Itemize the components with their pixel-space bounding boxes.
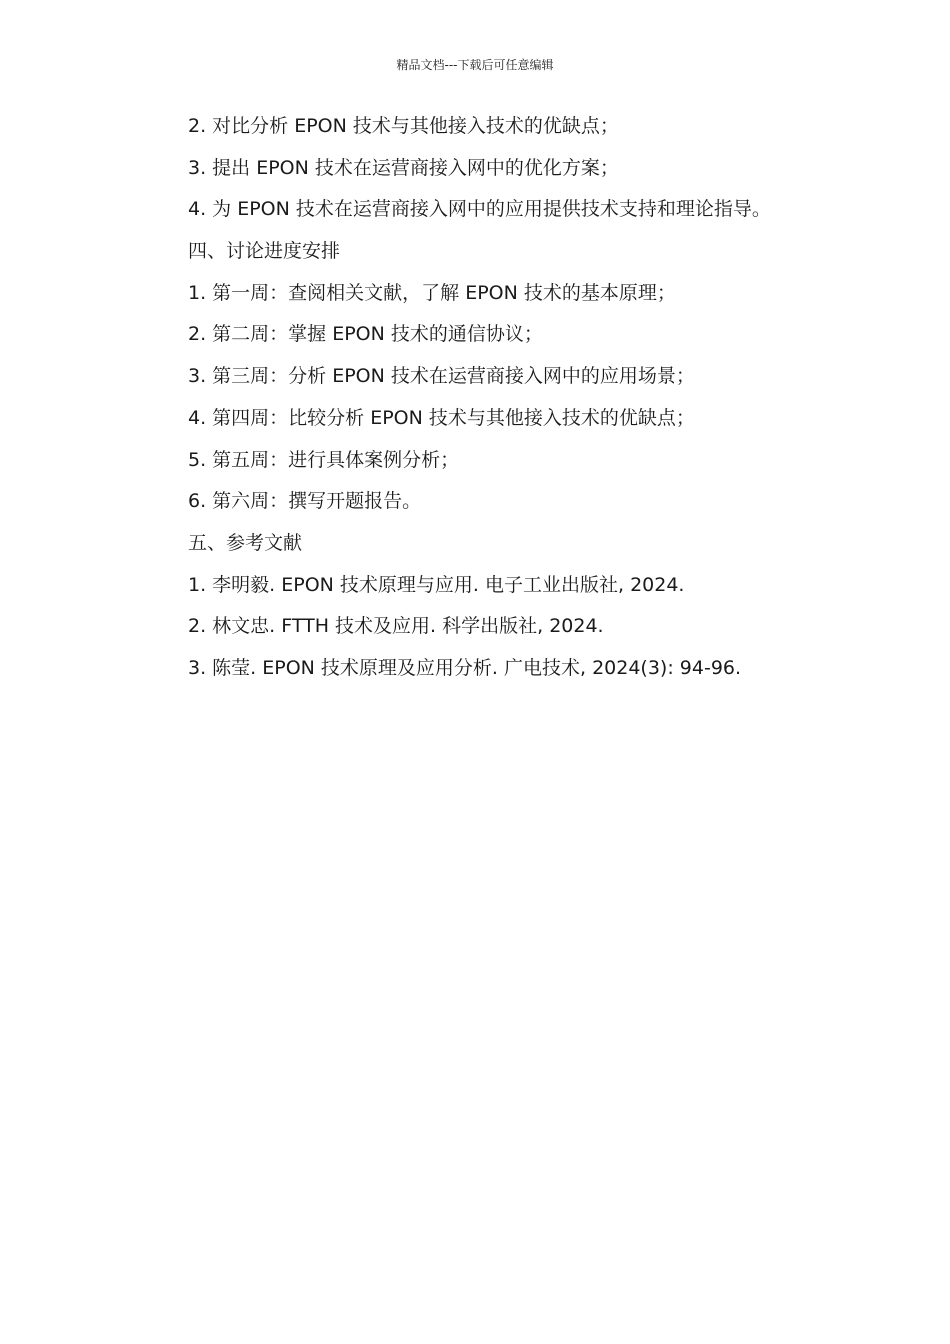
- schedule-item-week-1: 1. 第一周：查阅相关文献，了解 EPON 技术的基本原理；: [188, 281, 676, 304]
- goal-item-3: 3. 提出 EPON 技术在运营商接入网中的优化方案；: [188, 156, 619, 179]
- schedule-item-week-5: 5. 第五周：进行具体案例分析；: [188, 448, 460, 471]
- section-heading-schedule: 四、讨论进度安排: [188, 240, 341, 263]
- goal-item-2: 2. 对比分析 EPON 技术与其他接入技术的优缺点；: [188, 115, 619, 137]
- schedule-item-week-4: 4. 第四周：比较分析 EPON 技术与其他接入技术的优缺点；: [188, 406, 695, 429]
- page-header: 精品文档---下载后可任意编辑: [396, 58, 554, 72]
- reference-item-2: 2. 林文忠. FTTH 技术及应用. 科学出版社, 2024.: [188, 615, 604, 638]
- goal-item-4: 4. 为 EPON 技术在运营商接入网中的应用提供技术支持和理论指导。: [188, 198, 771, 221]
- reference-item-1: 1. 李明毅. EPON 技术原理与应用. 电子工业出版社, 2024.: [188, 573, 685, 596]
- reference-item-3: 3. 陈莹. EPON 技术原理及应用分析. 广电技术, 2024(3): 94-96.: [188, 656, 742, 679]
- schedule-item-week-2: 2. 第二周：掌握 EPON 技术的通信协议；: [188, 323, 543, 346]
- schedule-item-week-6: 6. 第六周：撰写开题报告。: [188, 490, 422, 513]
- section-heading-references: 五、参考文献: [188, 531, 303, 554]
- schedule-item-week-3: 3. 第三周：分析 EPON 技术在运营商接入网中的应用场景；: [188, 365, 695, 388]
- document-body: [188, 114, 918, 698]
